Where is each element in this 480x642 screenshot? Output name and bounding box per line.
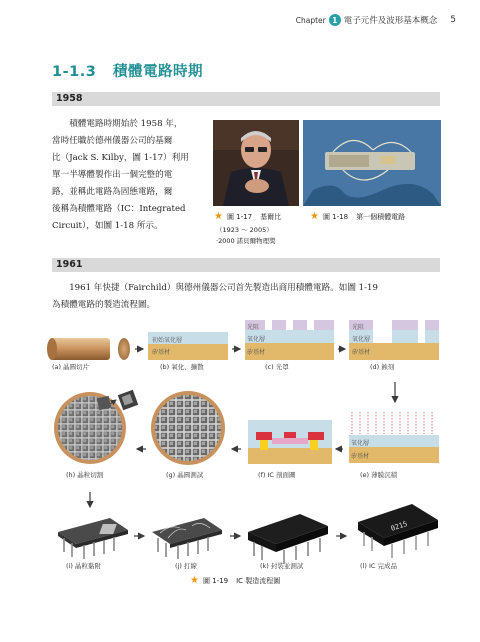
ic-marking: 0215 xyxy=(389,519,409,533)
layer-label: 矽基材 xyxy=(152,349,171,356)
paragraph-line: 當時任職於德州儀器公司的基爾 xyxy=(52,136,173,146)
layer-label: 矽基材 xyxy=(351,453,370,460)
wafer-rod xyxy=(47,338,130,360)
layer-label: 光阻 xyxy=(352,324,365,331)
year-bar-1961 xyxy=(52,258,440,272)
layer-label: 矽基材 xyxy=(247,349,266,356)
step-caption-d: (d) 蝕刻 xyxy=(370,363,395,371)
paragraph-1961 xyxy=(52,280,442,314)
layer-label: 光阻 xyxy=(247,324,260,331)
figure-label: 圖 1-18 xyxy=(322,213,349,221)
paragraph-line: 1961 年快捷（Fairchild）與德州儀器公司首先製造出商用積體電路。如圖 1-19 xyxy=(69,283,378,293)
section-title: 積體電路時期 xyxy=(112,64,203,80)
year-label: 1958 xyxy=(56,93,83,104)
chapter-number-badge: 1 xyxy=(329,14,341,26)
section-number: 1-1.3 xyxy=(52,64,97,80)
step-caption-c: (c) 光罩 xyxy=(265,363,289,371)
page-number: 5 xyxy=(450,15,456,25)
kilby-years: （1923 ～ 2005） xyxy=(216,226,273,234)
figure-label: 圖 1-19 xyxy=(202,577,229,585)
chapter-title: 電子元件及波形基本概念 xyxy=(343,16,438,26)
layer-label: 氧化層 xyxy=(351,440,370,447)
paragraph-line: Circuit），如圖 1-18 所示。 xyxy=(52,221,163,231)
step-caption-f: (f) IC 剖面圖 xyxy=(258,471,296,479)
paragraph-line: 比（Jack S. Kilby，圖 1-17）利用 xyxy=(52,153,189,163)
first-ic-photo xyxy=(303,120,441,206)
figure-caption-text: 第一個積體電路 xyxy=(356,213,406,221)
year-label: 1961 xyxy=(56,259,83,270)
chapter-label: Chapter xyxy=(295,15,326,25)
step-caption-j: (j) 打線 xyxy=(175,562,197,570)
step-caption-a: (a) 晶圓切片 xyxy=(52,363,90,371)
layer-label: 氧化層 xyxy=(247,336,266,343)
figure-caption-text: 基爾比 xyxy=(260,213,282,221)
kilby-photo xyxy=(213,120,299,206)
ic-process-diagram xyxy=(40,312,450,598)
kilby-note: ‧2000 諾貝爾物理獎 xyxy=(216,237,276,245)
step-caption-i: (i) 晶粒黏附 xyxy=(66,562,101,570)
year-bar-1958 xyxy=(52,92,440,106)
figure-caption-1-19 xyxy=(190,576,280,586)
layer-label: 初始氧化層 xyxy=(152,337,183,344)
step-caption-h: (h) 晶粒切割 xyxy=(66,471,104,479)
die-cut-disk xyxy=(54,390,138,464)
star-icon: ★ xyxy=(310,211,319,222)
layer-label: 矽基材 xyxy=(352,349,371,356)
step-caption-g: (g) 晶圓測試 xyxy=(166,471,204,479)
figure-caption-1-17 xyxy=(214,212,281,222)
paragraph-line: 單一半導體製作出一個完整的電 xyxy=(52,170,173,180)
wafer-test-disk xyxy=(151,391,225,465)
paragraph-line: 後稱為積體電路（IC：Integrated xyxy=(52,204,186,214)
paragraph-line: 路，並稱此電路為固態電路，爾 xyxy=(52,187,173,197)
step-caption-k: (k) 封裝並測試 xyxy=(260,562,304,570)
paragraph-line: 為積體電路的製造流程圖。 xyxy=(52,300,156,310)
star-icon: ★ xyxy=(190,575,199,586)
figure-caption-1-18 xyxy=(310,212,405,222)
section-heading xyxy=(52,60,203,81)
finished-ic xyxy=(358,504,438,558)
paragraph-line: 積體電路時期始於 1958 年， xyxy=(69,119,183,129)
layer-label: 氧化層 xyxy=(352,336,371,343)
packaged-chip xyxy=(248,514,328,564)
ic-cross-section xyxy=(248,420,332,464)
figure-label: 圖 1-17 xyxy=(226,213,253,221)
figure-caption-text: IC 製造流程圖 xyxy=(236,577,281,585)
star-icon: ★ xyxy=(214,211,223,222)
step-caption-l: (l) IC 完成品 xyxy=(360,562,397,570)
paragraph-1958 xyxy=(52,116,208,235)
page-header xyxy=(296,14,456,26)
step-caption-e: (e) 薄膜沉積 xyxy=(360,471,398,479)
step-caption-b: (b) 氧化、擴散 xyxy=(160,363,204,371)
